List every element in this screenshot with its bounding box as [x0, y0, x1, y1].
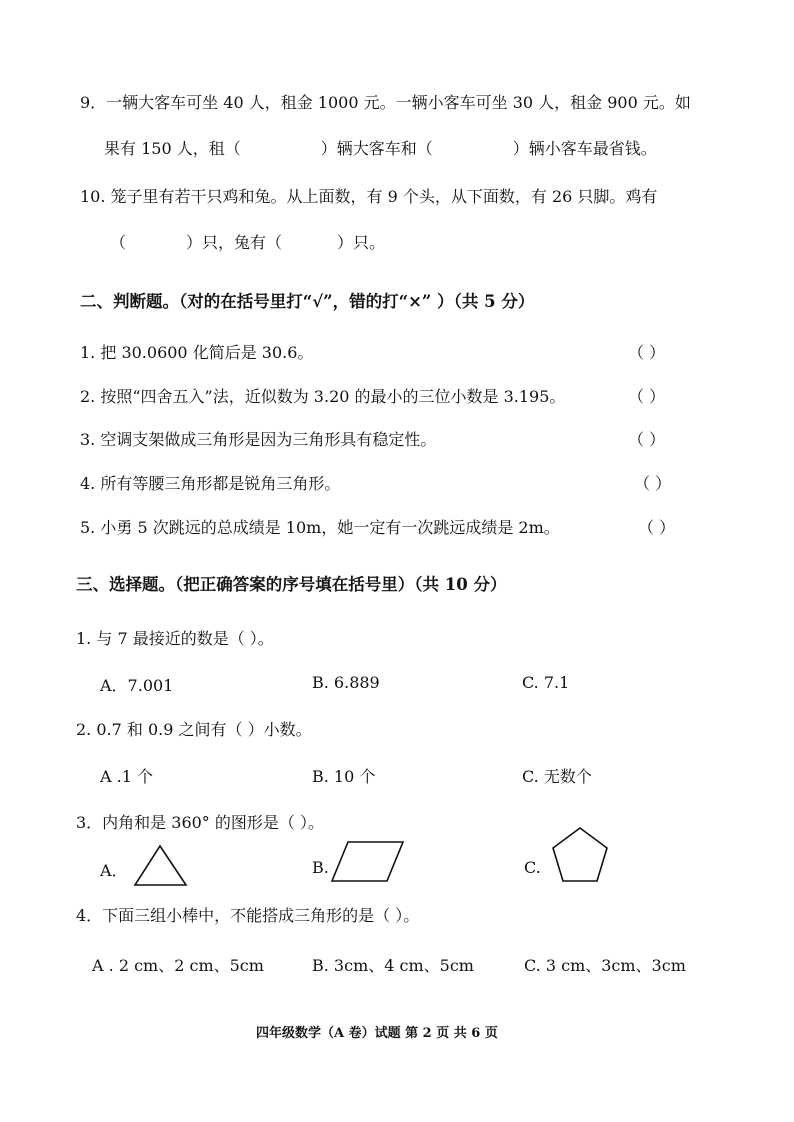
triangle-shape — [133, 844, 189, 888]
q9-line1: 9．一辆大客车可坐 40 人，租金 1000 元。一辆小客车可坐 30 人，租金 900 元。如 — [80, 93, 691, 112]
judge-item-2: 2. 按照“四舍五入”法，近似数为 3.20 的最小的三位小数是 3.195。 — [80, 387, 566, 406]
choice-q1-option-a[interactable]: A．7.001 — [100, 676, 174, 695]
choice-heading: 三、选择题。（把正确答案的序号填在括号里）（共 10 分） — [76, 575, 507, 594]
q10-line2-c: ）只。 — [337, 233, 386, 252]
choice-q4-option-a[interactable]: A . 2 cm、2 cm、5cm — [92, 956, 264, 975]
choice-q1-stem: 1. 与 7 最接近的数是（ ）。 — [76, 629, 274, 648]
judge-bracket-5[interactable]: （ ） — [638, 518, 676, 537]
choice-q3-option-b[interactable]: B. — [312, 858, 329, 877]
choice-q4-option-c[interactable]: C. 3 cm、3cm、3cm — [524, 956, 686, 975]
judge-bracket-2[interactable]: （ ） — [628, 387, 666, 406]
pentagon-shape — [550, 826, 610, 884]
judge-item-4: 4. 所有等腰三角形都是锐角三角形。 — [80, 474, 341, 493]
judge-item-1: 1. 把 30.0600 化简后是 30.6。 — [80, 343, 314, 362]
choice-q1-option-c[interactable]: C. 7.1 — [522, 673, 570, 692]
q10-line2-a: （ — [110, 233, 127, 252]
q10-line1: 10. 笼子里有若干只鸡和兔。从上面数，有 9 个头，从下面数，有 26 只脚。鸡有 — [80, 187, 658, 206]
choice-q1-option-b[interactable]: B. 6.889 — [312, 673, 380, 692]
judge-heading: 二、判断题。（对的在括号里打“√”，错的打“×” ）（共 5 分） — [80, 292, 535, 311]
judge-item-5: 5. 小勇 5 次跳远的总成绩是 10m，她一定有一次跳远成绩是 2m。 — [80, 518, 560, 537]
judge-bracket-4[interactable]: （ ） — [634, 474, 672, 493]
judge-bracket-3[interactable]: （ ） — [628, 430, 666, 449]
q9-line2 — [104, 136, 657, 159]
page-footer: 四年级数学（A 卷）试题 第 2 页 共 6 页 — [256, 1026, 498, 1041]
q10-line2-b: ）只，兔有（ — [186, 233, 283, 252]
q9-line2-a: 果有 150 人，租（ — [104, 139, 241, 158]
choice-q3-option-c[interactable]: C. — [524, 858, 541, 877]
judge-item-3: 3. 空调支架做成三角形是因为三角形具有稳定性。 — [80, 430, 437, 449]
choice-q2-option-a[interactable]: A .1 个 — [100, 767, 153, 786]
choice-q2-stem: 2. 0.7 和 0.9 之间有（ ）小数。 — [76, 720, 312, 739]
choice-q2-option-b[interactable]: B. 10 个 — [312, 767, 376, 786]
q9-line2-b: ）辆大客车和（ — [320, 139, 433, 158]
choice-q2-option-c[interactable]: C. 无数个 — [522, 767, 592, 786]
judge-bracket-1[interactable]: （ ） — [628, 343, 666, 362]
choice-q3-stem: 3．内角和是 360° 的图形是（ ）。 — [76, 813, 324, 832]
q10-line2 — [110, 230, 385, 253]
parallelogram-shape — [330, 840, 406, 884]
choice-q4-stem: 4．下面三组小棒中，不能搭成三角形的是（ ）。 — [76, 906, 420, 925]
choice-q3-option-a[interactable]: A． — [100, 861, 128, 880]
choice-q4-option-b[interactable]: B. 3cm、4 cm、5cm — [312, 956, 474, 975]
q9-line2-c: ）辆小客车最省钱。 — [512, 139, 657, 158]
